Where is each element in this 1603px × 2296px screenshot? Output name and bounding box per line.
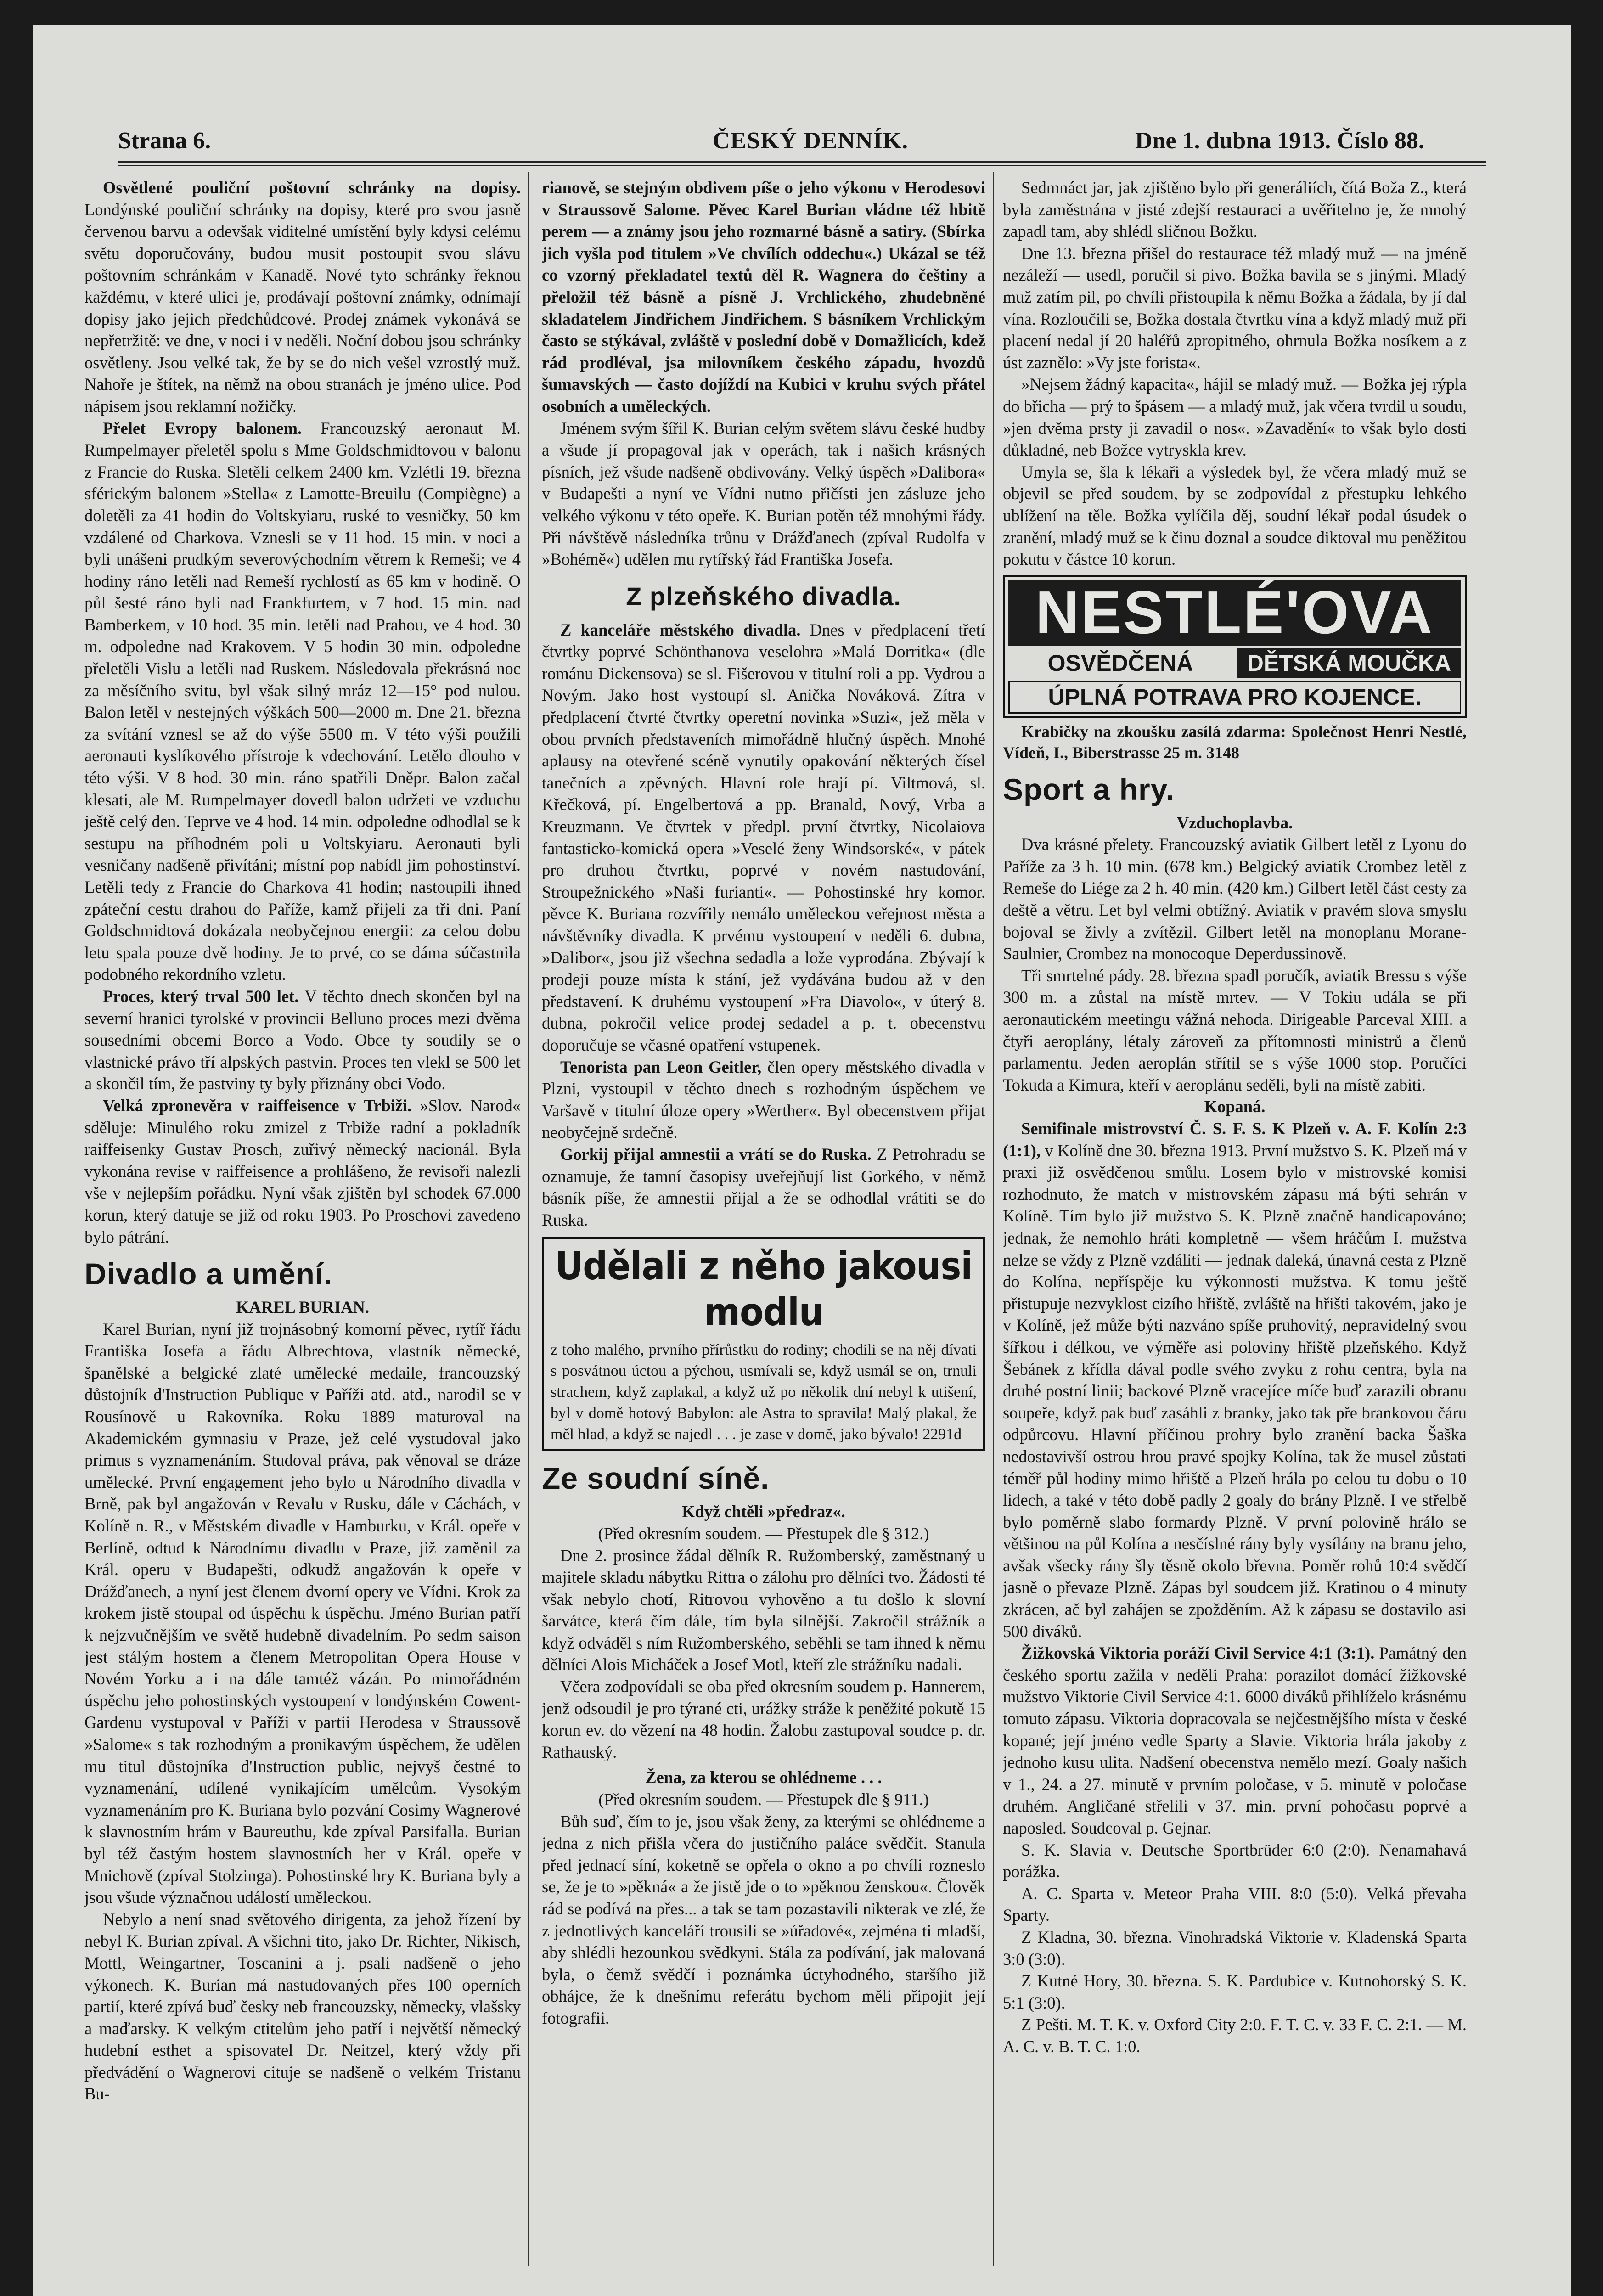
article: Přelet Evropy balonem. Francouzský aeronaut M. Rumpelmayer přeletěl spolu s Mme Goldschmidtovou v balonu z Francie do Ruska. Sletěli celkem 2400 km. Vzlétli 19. března sférickým balonem »Stella« z Lamotte-Breuilu (Compiègne) a doletěli za 41 hodin do Voltskyiaru, ruské to vesničky, 50 km vzdálené od Charkova. Vznesli se v 11 hod. 15 min. v noci a byli unášeni prudkým severovýchodním větrem k Remeši; ve 4 hodiny ráno letěli nad Remeší rychlostí as 65 km v hodině. O půl šesté ráno byli nad Frankfurtem, v 7 hod. 15 min. nad Bamberkem, v 10 hod. 35 min. letěli nad Prahou, ve 4 hod. 30 m. odpoledne nad Krakovem. V 5 hodin 30 min. odpoledne přeletěli Vislu a letěli nad Ruskem. Následovala překrásná noc za měsíčního svitu, byl však silný mráz 12—15° pod nulou. Balon letěl v nestejných výškách 500—2000 m. Dne 21. března za svítání vznesl se až do výše 5500 m. V této výši použili aeronauti kyslíkového přístroje k vdechování. Letělo dlouho v této výši. V 8 hod. 30 min. ráno spatřili Dněpr. Balon začal klesati, ale M. Rumpelmayer dovedl balon udržeti ve vzduchu ještě celý den. Teprve ve 4 hod. 14 min. odpoledne odhodlal se k sestupu na příhodném poli u Voltskyiaru. Aeronauti byli vesničany nadšeně přivítáni; místní pop nabídl jim pohostinství. Letěli tedy z Francie do Charkova 41 hodin; nastoupili ihned zpáteční cestu drahou do Paříže, kamž přijeli za tři dni. Paní Goldschmidtová dokázala neobyčejnou energii: za celou dobu letu spala pouze dvě hodiny. Je to prvé, co se dáma súčastnila podobného rekordního vzletu. xyxy=(84,418,521,984)
result: Z Kutné Hory, 30. března. S. K. Pardubice v. Kutnohorský S. K. 5:1 (3:0). xyxy=(1003,1971,1467,2012)
article-title: Žena, za kterou se ohlédneme . . . xyxy=(645,1768,882,1787)
nestle-logo: NESTLÉ'OVA xyxy=(1008,580,1461,646)
article-text: Karel Burian, nyní již trojnásobný komorní pěvec, rytíř řádu Františka Josefa a řádu Albrechtova, vlastník německé, španělské a belgické zlaté umělecké medaile, francouzský důstojník d'Instruction Publique v Paříži atd. atd., narodil se v Rousínově u Rakovníka. Roku 1889 maturoval na Akademickém gymnasiu v Praze, jež celé vystudoval jako primus s vyznamenáním. Studoval práva, pak věnoval se dráze umělecké. První engagement jeho bylo u Národního divadla v Brně, pak byl angažován v Revalu v Rusku, dále v Cáchách, v Kolíně n. R., v Městském divadle v Hamburku, v Král. opeře v Berlíně, odtud k Národnímu divadlu v Praze, již zaměnil za Král. operu v Budapešti, odkudž angažován k opeře v Drážďanech, a nyní jest členem dvorní opery ve Vídni. Krok za krokem jistě stoupal od úspěchu k úspěchu. Jméno Burian patří k nejzvučnějším ve světě hudebně divadelním. Po sedm saison jest stálým hostem a členem Metropolitan Opera House v Novém Yorku a i na dále tamtéž vázán. Po mimořádném úspěchu jeho pohostinských vystoupení v londýnském Cowent-Gardenu vystupoval v Paříži v partii Herodesa v Straussově »Salome« s tak rozhodným a pronikavým úspěchem, že udělen mu titul důstojníka d'Instruction public, nejvyš čestné to vyznamenání, udílené vynikajícím umělcům. Vysokým vyznamenáním pro K. Buriana bylo pozvání Cosimy Wagnerové k slavnostním hrám v Baureuthu, kde zpíval Parsifalla. Burian byl též častým hostem slavnostních her v Král. opeře v Mnichově (zpíval Stolzinga). Pohostinské hry K. Buriana byly a jsou všude význačnou událostí uměleckou. xyxy=(84,1319,521,1907)
article-text: Včera zodpovídali se oba před okresním soudem p. Hannerem, jenž odsoudil je pro týrané cti, urážky stráže k peněžité pokutě 15 korun ev. do vězení na 48 hodin. Žalobu zastupoval soudce p. dr. Rathauský. xyxy=(542,1677,985,1761)
article: Velká zpronevěra v raiffeisence v Trbiži. »Slov. Narod« sděluje: Minulého roku zmizel z Trbiže radní a pokladník raiffeisenky Gustav Prosch, zuřivý německý nacionál. Byla vykonána revise v raiffeisence a prohlášeno, že revisoři nalezli vše v nejlepším pořádku. Nyní však zjištěn byl schodek 67.000 korun, který datuje se již od roku 1903. Po Proschovi zavedeno bylo pátrání. xyxy=(84,1096,521,1246)
nestle-tagline: OSVĚDČENÁ xyxy=(1047,650,1193,676)
column-separator xyxy=(528,172,529,2266)
article-text: Sedmnáct jar, jak zjištěno bylo při generáliích, čítá Boža Z., která byla zaměstnána v jisté zdejší restauraci a uvěřitelno je, že mnohý zapadl tam, aby shlédl sličnou Božku. xyxy=(1003,178,1467,241)
subsection-heading: Vzduchoplavba. xyxy=(1176,813,1293,832)
article: Semifinale mistrovství Č. S. F. S. K Plzeň v. A. F. Kolín 2:3 (1:1), v Kolíně dne 30. března 1913. První mužstvo S. K. Plzeň má v praxi již osvědčenou smůlu. Losem bylo v mistrovské komisi rozhodnuto, že match v mistrovském zápasu má býti sehrán v Kolíně. Tím bylo již mužstvo S. K. Plzně značně handicapováno; jednak, že nemohlo hráti kompletně — všem hráčům I. mužstva nelze se vždy z Plzně vzdáliti — jednak daleká, únavná cesta z Plzně do Kolína, nepříspěje ku výkonnosti mužstva. K tomu ještě přistupuje nezvyklost cizího hřiště, zvláště na hřišti takovém, jako je v Kolíně, jež může býti nazváno spíše pruhovitý, nepravidelný svou šířkou i délkou, ve výměře asi poloviny hřiště plzeňského. Když Šebánek z křídla dával podle svého zvyku z rohu centra, byla na druhé postní linii; backové Plzně vracejíce míče buď zarazili obranu soupeře, když pak buď zasáhli z branky, jako tak pře brankovou čáru odpůrcovu. Hlavní příčinou prohry bylo zranění backa Šaška nedostavivší ostrou hrou pravé spojky Kolína, tak že musel zůstati téměř půl hodiny mimo hřiště a Plzeň hrála po celou tu dobu o 10 lidech, a také v této době padly 2 goaly do brány Plzně. I ve střelbě bylo poměrně slabo formardy Plzně. V první polovině hrálo se většinou na půl Kolína a nesčíslné rány byly vysílány na branu jeho, avšak všecky rány šly těsně okolo břevna. Poměr rohů 10:4 svědčí jasně o převaze Plzně. Zápas byl soudcem již. Kratinou o 4 minuty zkrácen, ač byl zahájen se zpožděním. Až k zápasu se dostavilo asi 500 diváků. xyxy=(1003,1119,1467,1641)
article-text: Dne 13. března přišel do restaurace též mladý muž — na jméně nezáleží — usedl, poručil si pivo. Božka bavila se s jinými. Mladý muž zatím pil, po chvíli přistoupila k němu Božka a žádala, by jí dal vína. Rozloučili se, Božka dostala čtvrtku vína a když mladý muž při placení nedal jí 20 haléřů zpropitného, ohrnula Božka nosíkem a z úst zaznělo: »Vy jste forista«. xyxy=(1003,243,1467,372)
article-title: KAREL BURIAN. xyxy=(236,1298,370,1317)
section-heading: Divadlo a umění. xyxy=(84,1257,333,1291)
column-2 xyxy=(542,177,985,2280)
result: A. C. Sparta v. Meteor Praha VIII. 8:0 (5:0). Velká převaha Sparty. xyxy=(1003,1884,1467,1925)
nestle-product: DĚTSKÁ MOUČKA xyxy=(1237,648,1461,678)
article: Žižkovská Viktoria poráží Civil Service 4:1 (3:1). Památný den českého sportu zažila v neděli Praha: porazilot domácí žižkovské mužstvo Viktorie Civil Service 4:1. 6000 diváků přihlíželo krásnému tomuto zápasu. Viktoria dopracovala se nejčestnějšího místa v české kopané; její jméno vedle Sparty a Slavie. Viktoria hrála jakoby z jednoho kusu ulita. Nadšení obecenstva nemělo mezí. Goaly našich v 1., 24. a 27. minutě v prvním poločase, v 5. minutě v poločase druhém. Angličané střelili v 37. min. první pohočasu poprvé a naposled. Soudcoval p. Gejnar. xyxy=(1003,1643,1467,1837)
result: Z Kladna, 30. března. Vinohradská Viktorie v. Kladenská Sparta 3:0 (3:0). xyxy=(1003,1927,1467,1969)
article: Gorkij přijal amnestii a vrátí se do Ruska. Z Petrohradu se oznamuje, že tamní časopisy uveřejňují list Gorkého, v němž básník píše, že amnestii přijal a že se odhodlal vrátiti se do Ruska. xyxy=(542,1144,985,1229)
article-text: Dva krásné přelety. Francouzský aviatik Gilbert letěl z Lyonu do Paříže za 3 h. 10 min. (678 km.) Belgický aviatik Crombez letěl z Remeše do Liége za 2 h. 40 min. (420 km.) Gilbert letěl část cesty za deště a větru. Let byl velmi obtížný. Aviatik v pravém slova smyslu bojoval se živly a zvítězil. Gilbert letěl na monoplanu Morane-Saulnier, Crombez na monocoque Deperdussinově. xyxy=(1003,835,1467,963)
article-text: Dne 2. prosince žádal dělník R. Ružomberský, zaměstnaný u majitele skladu nábytku Rittra o zálohu pro dělníci tvo. Žádosti té však nebylo chotí, Ritrovou vyhověno a tu došlo k slovní šarvátce, která čím dále, tím byla silnější. Zakročil strážník a když odváděl s ním Ružomberského, seběhli se tam ihned k němu dělníci Alois Micháček a Josef Motl, kteří zle strážníku nadali. xyxy=(542,1546,985,1674)
masthead: ČESKÝ DENNÍK. xyxy=(713,128,909,154)
subsection-heading: Kopaná. xyxy=(1204,1097,1266,1116)
column-separator xyxy=(993,172,994,2266)
article-text: Bůh suď, čím to je, jsou však ženy, za kterými se ohlédneme a jedna z nich přišla včera do justičního paláce svědčit. Stanula před jednací síní, koketně se opřela o okno a po chvíli rozneslo se, že je to »pěkná« a že jistě jde o to »pěknou ženskou«. Člověk rád se podívá na přes... a tak se tam pozastavili nikterak ve zlé, že z jednotlivých kanceláří trousili se »úřadové«, zejména ti mladší, aby shlédli hezounkou svědkyni. Stála za podívání, jak malovaná byla, o čemž svědčí i poznámka úctyhodného, staršího již obhájce, že k dnešnímu referátu bychom měli připojit její fotografii. xyxy=(542,1812,985,2027)
header-rule-thin xyxy=(118,165,1486,166)
result: Z Pešti. M. T. K. v. Oxford City 2:0. F. T. C. v. 33 F. C. 2:1. — M. A. C. v. B. T. C. 1:0. xyxy=(1003,2015,1467,2056)
article-subtitle: (Před okresním soudem. — Přestupek dle § 312.) xyxy=(598,1524,929,1543)
article: Osvětlené pouliční poštovní schránky na dopisy. Londýnské pouliční schránky na dopisy, které pro svou jasně červenou barvu a odevšak viditelné umístění byly kdysi celému světu doporučovány, budou musit postoupit svou slávu poštovním schránkám v Kanadě. Nové tyto schránky řeknou každému, v které ulici je, prodávají poštovní známky, odnímají dopisy jako jejich předchůdcové. Prodej známek vykonává se nepřetržitě: ve dne, v noci i v neděli. Noční dobou jsou schránky osvětleny. Jsou velké tak, že by se do nich vešel vzrostlý muž. Nahoře je štítek, na němž na obou stranách je jméno ulice. Pod nápisem jsou reklamní nožičky. xyxy=(84,178,521,416)
header-rule xyxy=(118,161,1486,163)
article-text: Nebylo a není snad světového dirigenta, za jehož řízení by nebyl K. Burian zpíval. A všichni tito, jako Dr. Richter, Nikisch, Mottl, Weingartner, Toscanini a j. psali nadšeně o jeho výkonech. K. Burian má nastudovaných přes 100 operních partií, které zpívá buď česky neb francouzsky, německy, vlašsky a maďarsky. K velkým ctitelům jeho patří i největší německý hudební esthet a spisovatel Dr. Neitzel, který vždy při předvádění o Wagnerovi cituje se nadšeně o velkém Tristanu Bu- xyxy=(84,1909,521,2104)
section-heading: Z plzeňského divadla. xyxy=(626,581,901,611)
article: Tenorista pan Leon Geitler, člen opery městského divadla v Plzni, vystoupil v těchto dnech s rozhodným úspěchem ve Varšavě v titulní úloze opery »Werther«. Byl obecenstvem přijat neobyčejně srdečně. xyxy=(542,1057,985,1142)
advertisement-nestle xyxy=(1003,575,1467,718)
ad-headline: Udělali z něho jakousi modlu xyxy=(555,1244,973,1335)
article-title: Když chtěli »předraz«. xyxy=(682,1502,845,1521)
ad-text: z toho malého, prvního přírůstku do rodiny; chodili se na něj dívati s posvátnou úctou a pýchou, usmívali se, když usmál se on, trnuli strachem, když zaplakal, a když už po několik dní nebyl k utišení, byl v domě hotový Babylon: ale Astra to spravila! Malý plakal, že měl hlad, a když se najedl . . . je zase v domě, jako bývalo! 2291d xyxy=(551,1341,977,1443)
result: S. K. Slavia v. Deutsche Sportbrüder 6:0 (2:0). Nenamahavá porážka. xyxy=(1003,1840,1467,1881)
section-heading: Sport a hry. xyxy=(1003,772,1175,806)
section-heading: Ze soudní síně. xyxy=(542,1461,770,1496)
column-3 xyxy=(1003,177,1467,2280)
article-text: Tři smrtelné pády. 28. března spadl poručík, aviatik Bressu s výše 300 m. a zůstal na místě mrtev. — V Tokiu udála se při aeronautickém meetingu vážná nehoda. Dirigeable Parceval XIII. a čtyři aeroplány, létaly zároveň za přítomnosti ministrů a členů parlamentu. Jeden aeroplán střítil se s výše 1000 stop. Poručíci Tokuda a Kimura, kteří v aeroplánu seděli, byli na místě zabiti. xyxy=(1003,966,1467,1094)
article-text: Jménem svým šířil K. Burian celým světem slávu české hudby a všude jí propagoval jak v operách, tak i našich krásných písních, jež všude nadšeně obdivovány. Velký úspěch »Dalibora« v Budapešti a nyní ve Vídni nutno přičísti jen zásluze jeho velkého výkonu v této opeře. K. Burian potěn též mnohými řády. Při návštěvě následníka trůnu v Drážďanech (zpíval Rudolfa v »Bohémě«) udělen mu rytířský řád Františka Josefa. xyxy=(542,418,985,569)
article: Proces, který trval 500 let. V těchto dnech skončen byl na severní hranici tyrolské v provincii Belluno proces mezi dvěma sousedními obcemi Borco a Vodo. Obce ty soudily se o vlastnické právo tří alpských pastvin. Proces ten vlekl se 500 let a skončil tím, že pastviny ty byly přiznány obci Vodo. xyxy=(84,986,521,1093)
newspaper-page xyxy=(33,25,1571,2296)
page-number: Strana 6. xyxy=(118,128,211,154)
advertisement-astra xyxy=(542,1237,985,1451)
article-text: Umyla se, šla k lékaři a výsledek byl, že včera mladý muž se objevil se před soudem, by se zodpovídal z přestupku lehkého ublížení na těle. Božka vylíčila děj, soudní lékař podal úsudek o zranění, mladý muž se k činu doznal a soudce diktoval mu peněžitou pokutu v částce 10 korun. xyxy=(1003,462,1467,569)
nestle-slogan: ÚPLNÁ POTRAVA PRO KOJENCE. xyxy=(1008,681,1461,714)
column-1 xyxy=(84,177,521,2280)
nestle-address: Krabičky na zkoušku zasílá zdarma: Společnost Henri Nestlé, Vídeň, I., Biberstrasse 25 m. 3148 xyxy=(1003,722,1467,762)
article-text: »Nejsem žádný kapacita«, hájil se mladý muž. — Božka jej rýpla do břicha — prý to špásem — a mladý muž, jak včera tvrdil u soudu, »jen dvěma prsty ji zavadil o nos«. »Zavadění« to však bylo dosti důkladné, neb Božce vytryskla krev. xyxy=(1003,375,1467,460)
date-issue: Dne 1. dubna 1913. Číslo 88. xyxy=(1135,128,1424,154)
article-text: rianově, se stejným obdivem píše o jeho výkonu v Herodesovi v Straussově Salome. Pěvec Karel Burian vládne též hbitě perem — a známy jsou jeho rozmarné básně a satiry. (Sbírka jich vyšla pod titulem »Ve chvílích oddechu«.) Ukázal se též co vzorný překladatel textů děl R. Wagnera do češtiny a přeložil též básně a písně J. Vrchlického, zhudebněné skladatelem Jindřichem Jindřichem. S básníkem Vrchlickým často se stýkával, zvláště v poslední době v Domažlicích, kdež rád prodléval, jsa milovníkem českého západu, hvozdů šumavských — často dojíždí na Kubici v kruhu svých přátel osobních a uměleckých. xyxy=(542,178,985,416)
article-subtitle: (Před okresním soudem. — Přestupek dle § 911.) xyxy=(598,1790,929,1809)
article: Z kanceláře městského divadla. Dnes v předplacení třetí čtvrtky poprvé Schönthanova veselohra »Malá Dorritka« (dle románu Dickensova) se sl. Fišerovou v titulní roli a pp. Vydrou a Novým. Jako host vystoupí sl. Anička Nováková. Zítra v předplacení čtvrté čtvrtky operetní novinka »Suzi«, jež měla v obou prvních představeních mimořádně hlučný úspěch. Mnohé aplausy na otevřené scéně vynutily opakování některých čísel tanečních a zpěvných. Hlavní role hrají pí. Viltmová, sl. Křečková, pí. Engelbertová a pp. Branald, Nový, Vrba a Kreuzmann. Ve čtvrtek v předpl. první čtvrtky, Nicolaiova fantasticko-komická opera »Veselé ženy Windsorské«, v pátek pro druhou čtvrtku, poprvé v novém nastudování, Stroupežnického »Naši furianti«. — Pohostinské hry komor. pěvce K. Buriana rozvířily nemálo uměleckou veřejnost města a návštěvníky divadla. K prvému vystoupení v neděli 6. dubna, »Dalibor«, jsou již všechna sedadla a lože vyprodána. Zbývají k prodeji pouze místa k stání, jež vydávána budou až v den představení. K druhému vystoupení »Fra Diavolo«, v úterý 8. dubna, pokročil velice prodej sedadel a p. t. obecenstvu doporučuje se včasné opatření vstupenek. xyxy=(542,620,985,1054)
